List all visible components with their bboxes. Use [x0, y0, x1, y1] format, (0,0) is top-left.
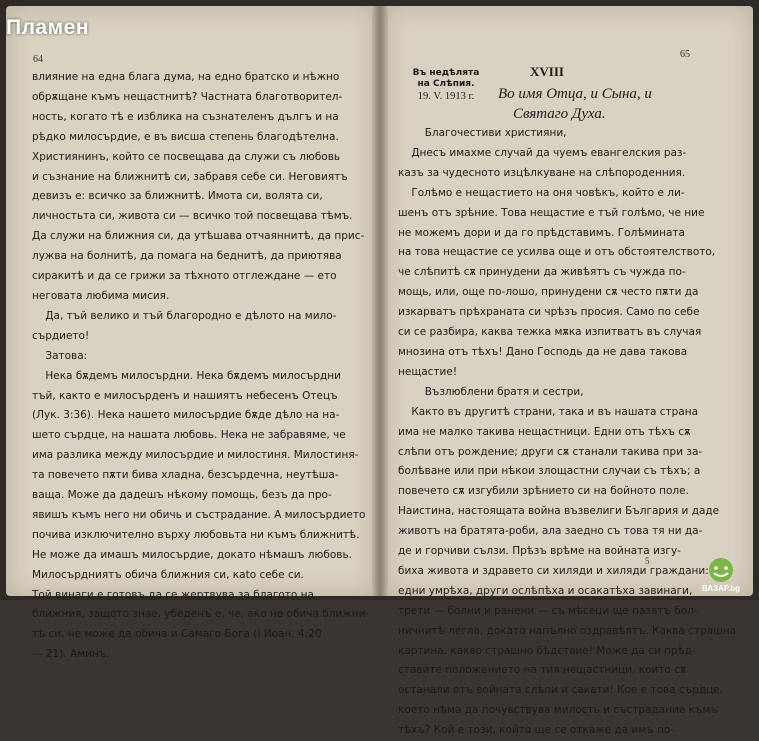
sermon-occasion: [405, 68, 487, 104]
chapter-number: XVIII: [530, 64, 564, 79]
signature-mark: 5: [645, 556, 650, 566]
book-gutter: [372, 6, 388, 596]
svg-text:ВАЗАР.bg: ВАЗАР.bg: [701, 584, 741, 593]
left-page-number: 64: [33, 54, 43, 65]
sermon-date: 19. V. 1913 г.: [417, 91, 475, 102]
left-page-text: влияние на една блага дума, на едно братско и нѣжно обрѫщане къмъ нещастнитѣ? Частната благотворител- ность, когато тѣ е изблика на съзнателенъ дългъ и на рѣдко милосърдие, е въ висша степень благодѣтелна. Християнинъ, който се посвещава да служи съ любовь и съзнание на ближнитѣ си, забравя себе си. Неговиятъ девизъ е: всичко за ближнитѣ. Имота си, волята си, личностьта си, живота си — всичко той посвещава тѣмъ. Да служи на ближния си, да утѣшава отчаяннитѣ, да прис- лужва на болнитѣ, да помага на беднитѣ, да приютява сиракитѣ и да се грижи за тѣхното отглеждане — ето неговата любима мисия. Да, тъй велико и тъй благородно е дѣлото на мило- сърдието! Затова: Нека бѫдемъ милосърдни. Нека бѫдемъ милосърдни тъй, както е милосърденъ и нашиятъ небесенъ Отецъ (Лук. 3:36). Нека нашето милосърдие бѫде дѣло на на- шето сърдце, на нашата любовь. Нека не забравяме, че има разлика между милосърдие и милостиня. Милостиня- та повечето пѫти бива хладна, безсърдечна, неутѣша- ваща. Може да дадешъ нѣкому помощь, безъ да про- явишъ къмъ него ни обичь и състрадание. А милосърдието почива изключително върху любовьта ни къмъ ближнитѣ. Не може да имашъ милосърдие, докато нѣмашъ любовь. Милосърдниятъ обича ближния си, кato себе си. Той винаги е готовъ да се жертвува за благото на ближния, защото знае, убеденъ е, че, ако не обича ближни- тѣ си, не може да обича и Самаго Бога (I Иоан. 4:20 — 21). Аминъ.: [32, 71, 370, 661]
invocation-heading: Во имя Отца, и Сына, и Святаго Духа.: [498, 86, 652, 122]
right-page-text: Благочестиви християни, Днесъ имахме случай да чуемъ евангелския раз- казъ за чудесното изцѣлкуване на слѣпороденния. Голѣмо е нещастието на оня човѣкъ, който е ли- шенъ отъ зрѣние. Това нещастие е тъй голѣмо, че ние не можемъ дори и да го прѣдставимъ. Голѣмината на това нещастие се усилва още и отъ обстоятелството, че слѣпитѣ сѫ принудени да живѣятъ съ чужда по- мощь, или, още по-лошо, принудени сѫ често пѫти да изкарватъ прѣхраната си чрѣзъ просия. Само по себе си се разбира, каква тежка мѫка изпитватъ въ случая мнозина отъ тѣхъ! Дано Господь да не дава такова нещастие! Възлюблени братя и сестри, Както въ другитѣ страни, така и въ нашата страна има не малко такива нещастници. Едни отъ тѣхъ сѫ слѣпи отъ рождение; други сѫ станали такива при за- болѣване или при нѣкои злощастни случаи съ тѣхъ; а повечето сѫ изгубили зрѣнието си на бойното поле. Наистина, настоящата война възвелиги България и даде животъ на братята-роби, ала заедно съ това тя ни да- де и горчиви сълзи. Прѣзъ врѣме на войната изгу- биха живота и здравето си хиляди и хиляди граждани: едни умрѣха, други ослѣпѣха и осакатѣха завинаги, трети — болни и ранени — съ мѣсеци ще пазятъ бол- ничнитѣ легла, докато напълно оздравѣятъ. Каква страшна картина, какво страшно бѣдствие! Може да си прѣд- ставите положението на тия нещастници, които сѫ останали отъ войната слѣпи и сакати! Кое е това сърдце, което нѣма да почувствува милость и състрадание къмъ тѣхъ? Кой е този, който ще се откаже да имъ по-: [398, 127, 737, 737]
bazar-logo: [695, 556, 747, 594]
seller-watermark: Пламен: [6, 16, 90, 39]
right-page-number: 65: [680, 49, 690, 60]
sunday-label: Въ недѣлята на Слѣпия.: [412, 68, 480, 89]
